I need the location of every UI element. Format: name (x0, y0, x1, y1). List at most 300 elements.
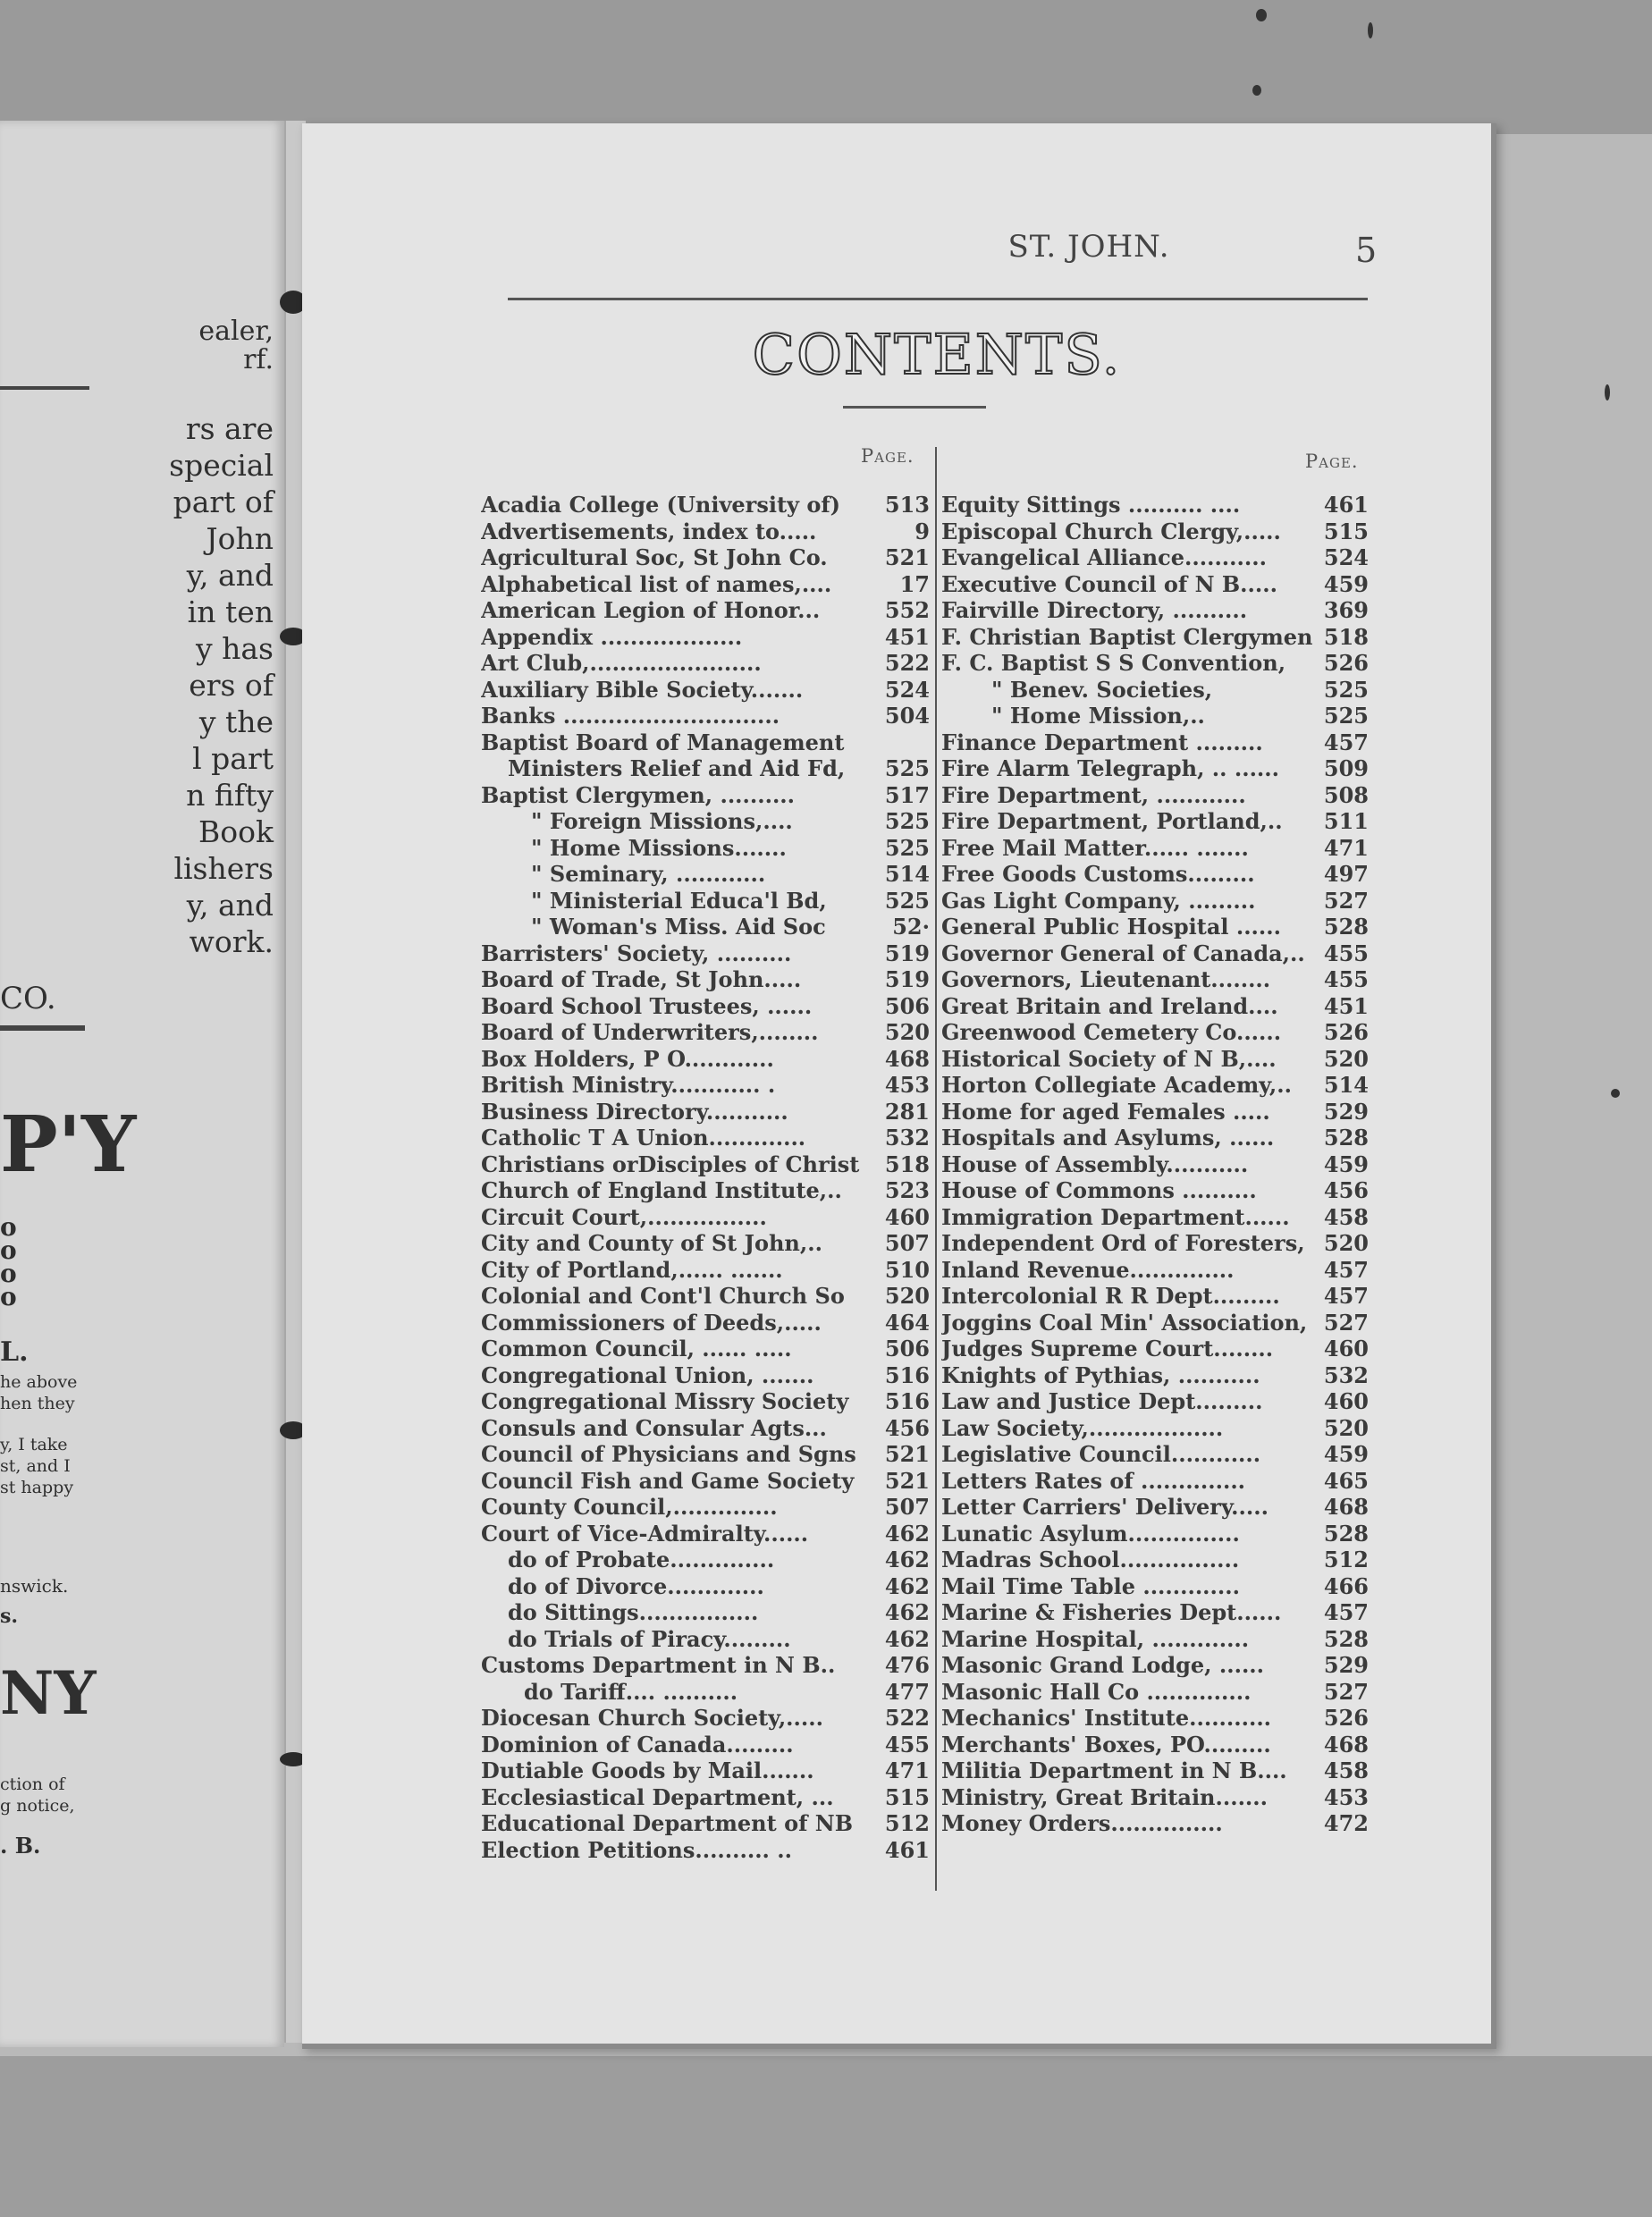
toc-entry (941, 940, 1369, 967)
toc-entry-title: Diocesan Church Society,..... (481, 1705, 823, 1731)
toc-entry (941, 1705, 1369, 1732)
toc-entry (481, 1230, 930, 1257)
toc-entry-title: City and County of St John,.. (481, 1230, 822, 1256)
toc-entry-title: Madras School................ (941, 1547, 1240, 1572)
toc-entry-page: 497 (1323, 861, 1369, 887)
left-rule (0, 1025, 85, 1031)
toc-entry-page: 521 (884, 1467, 930, 1494)
toc-entry-page: 458 (1323, 1203, 1369, 1230)
toc-entry (481, 703, 930, 729)
toc-entry-page: 527 (1323, 1309, 1369, 1336)
toc-entry (941, 624, 1369, 651)
toc-entry-title: Baptist Clergymen, .......... (481, 781, 796, 808)
toc-entry-page: 464 (884, 1309, 930, 1336)
toc-entry-page: 468 (1323, 1731, 1369, 1758)
toc-entry-page: 516 (884, 1388, 930, 1414)
left-column-heading: Page. (861, 445, 914, 467)
toc-entry (481, 1521, 930, 1547)
toc-entry-page: 519 (884, 940, 930, 966)
toc-entry-page: 520 (884, 1019, 930, 1045)
toc-entry (481, 544, 930, 571)
toc-entry-title: Council Fish and Game Society (481, 1467, 855, 1494)
left-small-line: st, and I (0, 1456, 71, 1476)
toc-entry (941, 1679, 1369, 1706)
toc-entry (481, 1099, 930, 1125)
running-head: ST. JOHN. (1007, 229, 1170, 265)
left-small-line: y, I take (0, 1435, 68, 1454)
toc-entry (941, 571, 1369, 598)
toc-entry-title: Fire Department, Portland,.. (941, 808, 1283, 834)
left-nb-line: . B. (0, 1833, 41, 1859)
contents-right-column (941, 492, 1369, 1837)
toc-entry-page: 522 (884, 1705, 930, 1731)
toc-entry (481, 861, 930, 888)
toc-entry (941, 1415, 1369, 1442)
toc-entry (941, 1362, 1369, 1389)
toc-entry-title: Colonial and Cont'l Church So (481, 1283, 845, 1309)
toc-entry-title: Dutiable Goods by Mail....... (481, 1758, 814, 1783)
toc-entry-title: Knights of Pythias, ........... (941, 1361, 1260, 1388)
toc-entry (481, 966, 930, 993)
toc-entry (941, 650, 1369, 677)
toc-entry (481, 729, 930, 756)
toc-entry-title: Dominion of Canada......... (481, 1731, 794, 1758)
left-fragment-line: lishers (173, 851, 274, 886)
toc-entry-page: 462 (884, 1625, 930, 1652)
toc-entry (941, 1573, 1369, 1600)
toc-entry-page: 525 (1323, 676, 1369, 703)
column-divider (935, 447, 937, 1891)
toc-entry-page: 526 (1323, 1019, 1369, 1045)
left-large-letters: P'Y (0, 1100, 137, 1190)
toc-entry-page: 460 (1323, 1388, 1369, 1414)
toc-entry-title: do Trials of Piracy......... (508, 1625, 791, 1652)
toc-entry-title: Letter Carriers' Delivery..... (941, 1494, 1268, 1520)
toc-entry-page: 511 (1323, 808, 1369, 834)
scan-speck (1256, 9, 1267, 21)
toc-entry-title: Hospitals and Asylums, ...... (941, 1125, 1275, 1151)
toc-entry-title: Equity Sittings .......... .... (941, 492, 1241, 518)
toc-entry (481, 571, 930, 598)
toc-entry-title: Congregational Union, ....... (481, 1361, 814, 1388)
toc-entry-title: Greenwood Cemetery Co...... (941, 1019, 1282, 1045)
toc-entry (941, 1626, 1369, 1653)
toc-entry-title: Horton Collegiate Academy,.. (941, 1072, 1292, 1098)
toc-entry (481, 1679, 930, 1706)
toc-entry-title: " Ministerial Educa'l Bd, (531, 887, 827, 914)
toc-entry-title: Law Society,.................. (941, 1414, 1224, 1441)
toc-entry (941, 1072, 1369, 1099)
toc-entry-title: House of Assembly........... (941, 1151, 1249, 1177)
toc-entry-title: " Home Mission,.. (991, 703, 1205, 729)
left-fragment-line: y, and (186, 558, 274, 593)
toc-entry-page: 471 (884, 1758, 930, 1783)
toc-entry (481, 1599, 930, 1626)
toc-entry (941, 808, 1369, 835)
toc-entry-page: 528 (1323, 1625, 1369, 1652)
toc-entry (941, 1257, 1369, 1284)
left-small-line: hen they (0, 1394, 75, 1413)
toc-entry-page: 523 (884, 1177, 930, 1203)
toc-entry-title: Lunatic Asylum............... (941, 1520, 1240, 1547)
toc-entry-title: Consuls and Consular Agts... (481, 1414, 827, 1441)
toc-entry (481, 1151, 930, 1178)
toc-entry-page: 506 (884, 1336, 930, 1361)
toc-entry-page: 476 (884, 1652, 930, 1678)
toc-entry-title: Appendix ................... (481, 623, 743, 650)
toc-entry-page: 515 (1323, 518, 1369, 544)
toc-entry-title: Money Orders............... (941, 1810, 1223, 1836)
toc-entry-page: 513 (884, 492, 930, 518)
toc-entry-title: Judges Supreme Court........ (941, 1336, 1274, 1361)
toc-entry-title: Evangelical Alliance........... (941, 544, 1267, 570)
toc-entry-title: Educational Department of NB (481, 1810, 853, 1836)
toc-entry-title: do of Divorce............. (508, 1572, 764, 1599)
toc-entry-title: Finance Department ......... (941, 729, 1263, 755)
toc-entry (481, 1732, 930, 1758)
toc-entry-page: 514 (1323, 1072, 1369, 1098)
toc-entry (941, 861, 1369, 888)
toc-entry-page: 506 (884, 992, 930, 1019)
toc-entry-title: Immigration Department...... (941, 1203, 1290, 1230)
toc-entry (941, 1046, 1369, 1073)
contents-page (302, 123, 1496, 2049)
left-fragment-line: y the (198, 704, 274, 739)
toc-entry-title: Acadia College (University of) (481, 492, 841, 518)
toc-entry (941, 782, 1369, 809)
toc-entry-page: 17 (899, 570, 930, 597)
toc-entry-page: 457 (1323, 1283, 1369, 1309)
toc-entry-title: F. C. Baptist S S Convention, (941, 650, 1286, 676)
toc-entry-title: Banks ............................. (481, 703, 780, 729)
toc-entry-page: 532 (884, 1125, 930, 1151)
toc-entry-page: 369 (1323, 597, 1369, 623)
toc-entry (481, 940, 930, 967)
toc-entry (481, 1177, 930, 1204)
toc-entry (941, 1494, 1369, 1521)
toc-entry (481, 650, 930, 677)
toc-entry (481, 1362, 930, 1389)
toc-entry-title: County Council,.............. (481, 1494, 778, 1520)
toc-entry (941, 1441, 1369, 1468)
scan-speck (1252, 85, 1261, 96)
toc-entry (481, 808, 930, 835)
toc-entry-title: Masonic Grand Lodge, ...... (941, 1652, 1265, 1678)
toc-entry-page: 466 (1323, 1572, 1369, 1599)
left-fragment-line: work. (189, 924, 274, 959)
toc-entry-title: Business Directory........... (481, 1098, 788, 1125)
toc-entry-page: 508 (1323, 781, 1369, 808)
toc-entry (481, 624, 930, 651)
toc-entry-page: 532 (1323, 1361, 1369, 1388)
toc-entry-title: Alphabetical list of names,.... (481, 570, 832, 597)
toc-entry-title: Militia Department in N B.... (941, 1758, 1287, 1783)
toc-entry-title: Council of Physicians and Sgns (481, 1441, 856, 1467)
toc-entry (941, 1204, 1369, 1231)
toc-entry-title: Church of England Institute,.. (481, 1177, 842, 1203)
toc-entry-title: Ministry, Great Britain....... (941, 1783, 1268, 1810)
toc-entry-page: 455 (884, 1731, 930, 1758)
toc-entry (481, 1468, 930, 1495)
toc-entry-page: 465 (1323, 1467, 1369, 1494)
toc-entry-page: 451 (1323, 992, 1369, 1019)
toc-entry (941, 518, 1369, 545)
toc-entry (941, 1521, 1369, 1547)
toc-entry (481, 1837, 930, 1864)
toc-entry (941, 914, 1369, 940)
toc-entry-title: General Public Hospital ...... (941, 914, 1281, 940)
toc-entry (941, 1810, 1369, 1837)
toc-entry-title: Masonic Hall Co .............. (941, 1678, 1252, 1705)
toc-entry (481, 1257, 930, 1284)
toc-entry (481, 1626, 930, 1653)
toc-entry-title: Free Goods Customs......... (941, 861, 1255, 887)
toc-entry-title: Board of Trade, St John..... (481, 966, 802, 992)
toc-entry-page: 460 (884, 1203, 930, 1230)
left-fragment-line: ealer, (198, 316, 274, 347)
toc-entry-title: Gas Light Company, ......... (941, 887, 1256, 914)
toc-entry (481, 1336, 930, 1362)
toc-entry-page: 526 (1323, 1705, 1369, 1731)
toc-entry-page: 462 (884, 1599, 930, 1625)
toc-entry-page: 529 (1323, 1098, 1369, 1125)
toc-entry (481, 1415, 930, 1442)
toc-entry-page: 512 (884, 1810, 930, 1836)
toc-entry-title: Customs Department in N B.. (481, 1652, 836, 1678)
toc-entry-page: 521 (884, 1441, 930, 1467)
toc-entry-page: 459 (1323, 570, 1369, 597)
toc-entry (941, 888, 1369, 915)
toc-entry (941, 966, 1369, 993)
toc-entry-title: Intercolonial R R Dept......... (941, 1283, 1280, 1309)
toc-entry-page: 456 (1323, 1177, 1369, 1203)
toc-entry (941, 729, 1369, 756)
page-number: 5 (1355, 231, 1378, 270)
toc-entry-title: " Foreign Missions,.... (531, 808, 793, 834)
toc-entry (941, 1599, 1369, 1626)
left-province-line: nswick. (0, 1575, 69, 1597)
toc-entry-page: 529 (1323, 1652, 1369, 1678)
toc-entry-page: 525 (884, 808, 930, 834)
contents-left-column (481, 492, 930, 1863)
toc-entry-page: 504 (884, 703, 930, 729)
toc-entry-title: do Sittings................ (508, 1599, 759, 1625)
toc-entry-page: 510 (884, 1256, 930, 1283)
toc-entry-page: 458 (1323, 1758, 1369, 1783)
toc-entry-title: Art Club,....................... (481, 650, 762, 676)
toc-entry-page: 462 (884, 1572, 930, 1599)
toc-entry-page: 520 (1323, 1230, 1369, 1256)
toc-entry-page: 528 (1323, 1520, 1369, 1547)
toc-entry-title: Free Mail Matter...... ....... (941, 834, 1249, 861)
toc-entry (941, 1019, 1369, 1046)
toc-entry-title: Independent Ord of Foresters, (941, 1230, 1305, 1256)
toc-entry-title: Governors, Lieutenant........ (941, 966, 1271, 992)
toc-entry (481, 1573, 930, 1600)
toc-entry (481, 1758, 930, 1784)
toc-entry-page: 526 (1323, 650, 1369, 676)
toc-entry-title: Board of Underwriters,........ (481, 1019, 819, 1045)
toc-entry (941, 755, 1369, 782)
toc-entry-title: British Ministry............ . (481, 1072, 776, 1098)
toc-entry-page: 509 (1323, 755, 1369, 781)
toc-entry-page: 527 (1323, 887, 1369, 914)
toc-entry (481, 1494, 930, 1521)
toc-entry (941, 1468, 1369, 1495)
toc-entry-title: Catholic T A Union............. (481, 1125, 806, 1151)
toc-entry (481, 492, 930, 518)
toc-entry-title: " Benev. Societies, (991, 676, 1213, 703)
toc-entry-title: Home for aged Females ..... (941, 1098, 1270, 1125)
toc-entry (941, 1125, 1369, 1151)
toc-entry (481, 1705, 930, 1732)
toc-entry-title: " Seminary, ............ (531, 861, 766, 887)
contents-title: CONTENTS. (752, 322, 1122, 387)
left-notice-line: g notice, (0, 1796, 75, 1816)
toc-entry (941, 1388, 1369, 1415)
toc-entry (941, 1151, 1369, 1178)
toc-entry-page: 462 (884, 1547, 930, 1572)
toc-entry-title: Barristers' Society, .......... (481, 940, 792, 966)
toc-entry-page: 459 (1323, 1151, 1369, 1177)
scan-speck (1605, 384, 1610, 400)
toc-entry-page: 552 (884, 597, 930, 623)
toc-entry-title: Executive Council of N B..... (941, 570, 1277, 597)
toc-entry-page: 507 (884, 1494, 930, 1520)
toc-entry-page: 457 (1323, 1599, 1369, 1625)
toc-entry-title: " Woman's Miss. Aid Soc (531, 914, 826, 940)
toc-entry-page: 521 (884, 544, 930, 570)
right-column-heading: Page. (1305, 451, 1359, 472)
toc-entry-title: Episcopal Church Clergy,..... (941, 518, 1281, 544)
toc-entry-page: 520 (1323, 1414, 1369, 1441)
left-small-line: st happy (0, 1478, 74, 1497)
toc-entry (941, 492, 1369, 518)
toc-entry-page: 455 (1323, 940, 1369, 966)
toc-entry (481, 993, 930, 1020)
toc-entry-page: 525 (884, 887, 930, 914)
toc-entry (481, 1784, 930, 1811)
toc-entry (941, 1283, 1369, 1310)
toc-entry-title: Board School Trustees, ...... (481, 992, 813, 1019)
toc-entry (481, 1810, 930, 1837)
toc-entry (941, 1547, 1369, 1573)
left-fragment-line: John (206, 521, 274, 556)
toc-entry-page: 524 (884, 676, 930, 703)
left-fragment-line: ers of (189, 668, 274, 703)
toc-entry-title: do Tariff.... .......... (524, 1678, 738, 1705)
toc-entry-title: Common Council, ...... ..... (481, 1336, 792, 1361)
toc-entry (481, 835, 930, 862)
left-fragment-line: l part (192, 741, 274, 776)
toc-entry-title: Election Petitions.......... .. (481, 1836, 792, 1863)
toc-entry-page: 471 (1323, 834, 1369, 861)
toc-entry (481, 1283, 930, 1310)
toc-entry-page: 525 (884, 834, 930, 861)
left-letter-l: L. (0, 1336, 29, 1368)
toc-entry (941, 835, 1369, 862)
toc-entry-page: 453 (1323, 1783, 1369, 1810)
scan-speck (1368, 22, 1373, 38)
toc-entry-page: 459 (1323, 1441, 1369, 1467)
toc-entry-title: Great Britain and Ireland.... (941, 992, 1278, 1019)
left-fragment-line: n fifty (186, 778, 274, 813)
left-fragment-line: rs are (185, 411, 274, 446)
toc-entry-title: Auxiliary Bible Society....... (481, 676, 804, 703)
toc-entry-title: House of Commons .......... (941, 1177, 1257, 1203)
toc-entry-page: 457 (1323, 1256, 1369, 1283)
toc-entry-page: 525 (884, 755, 930, 781)
toc-entry-page: 518 (1323, 623, 1369, 650)
toc-entry-title: Circuit Court,................ (481, 1203, 767, 1230)
left-notice-line: ction of (0, 1774, 65, 1794)
toc-entry-title: Fairville Directory, .......... (941, 597, 1248, 623)
left-small-line: he above (0, 1372, 78, 1392)
toc-entry (481, 518, 930, 545)
toc-entry (941, 597, 1369, 624)
left-rule (0, 386, 89, 390)
toc-entry-page: 472 (1323, 1810, 1369, 1836)
toc-entry (481, 782, 930, 809)
left-company-name-2: NY (0, 1658, 97, 1728)
left-fragment-line: part of (173, 485, 274, 519)
toc-entry-title: " Home Missions....... (531, 834, 787, 861)
toc-entry-page: 528 (1323, 914, 1369, 940)
toc-entry (941, 703, 1369, 729)
toc-entry (941, 1177, 1369, 1204)
toc-entry-page: 528 (1323, 1125, 1369, 1151)
toc-entry (941, 1732, 1369, 1758)
toc-entry-page: 518 (884, 1151, 930, 1177)
toc-entry-title: Historical Society of N B,.... (941, 1045, 1277, 1072)
toc-entry-page: 514 (884, 861, 930, 887)
toc-entry-page: 517 (884, 781, 930, 808)
toc-entry (941, 1310, 1369, 1336)
scan-backdrop-bottom (0, 2056, 1652, 2217)
toc-entry-title: Ministers Relief and Aid Fd, (508, 755, 846, 781)
toc-entry-title: Baptist Board of Management (481, 729, 845, 755)
toc-entry-title: Mail Time Table ............. (941, 1572, 1240, 1599)
toc-entry-title: Ecclesiastical Department, ... (481, 1783, 834, 1810)
toc-entry-title: F. Christian Baptist Clergymen (941, 623, 1313, 650)
toc-entry-title: Mechanics' Institute........... (941, 1705, 1272, 1731)
toc-entry-title: City of Portland,...... ....... (481, 1256, 783, 1283)
toc-entry-title: Fire Alarm Telegraph, .. ...... (941, 755, 1279, 781)
toc-entry-page: 516 (884, 1361, 930, 1388)
toc-entry-page: 477 (884, 1678, 930, 1705)
toc-entry-title: do of Probate.............. (508, 1547, 775, 1572)
left-fragment-line: y, and (186, 888, 274, 923)
toc-entry (481, 1072, 930, 1099)
left-fragment-line: in ten (187, 594, 274, 629)
toc-entry-page: 468 (884, 1045, 930, 1072)
toc-entry-title: Letters Rates of .............. (941, 1467, 1246, 1494)
toc-entry-page: 455 (1323, 966, 1369, 992)
toc-entry-page: 468 (1323, 1494, 1369, 1520)
toc-entry (481, 914, 930, 940)
toc-entry-page: 507 (884, 1230, 930, 1256)
toc-entry-page: 52· (892, 914, 930, 940)
left-fragment-line: special (169, 448, 274, 483)
toc-entry-page: 520 (884, 1283, 930, 1309)
toc-entry-title: Legislative Council............ (941, 1441, 1261, 1467)
left-fragment-line: Book (198, 814, 274, 849)
toc-entry-title: Governor General of Canada,.. (941, 940, 1305, 966)
toc-entry-page: 453 (884, 1072, 930, 1098)
toc-entry-title: Christians orDisciples of Christ (481, 1151, 860, 1177)
toc-entry (481, 755, 930, 782)
toc-entry (481, 1310, 930, 1336)
